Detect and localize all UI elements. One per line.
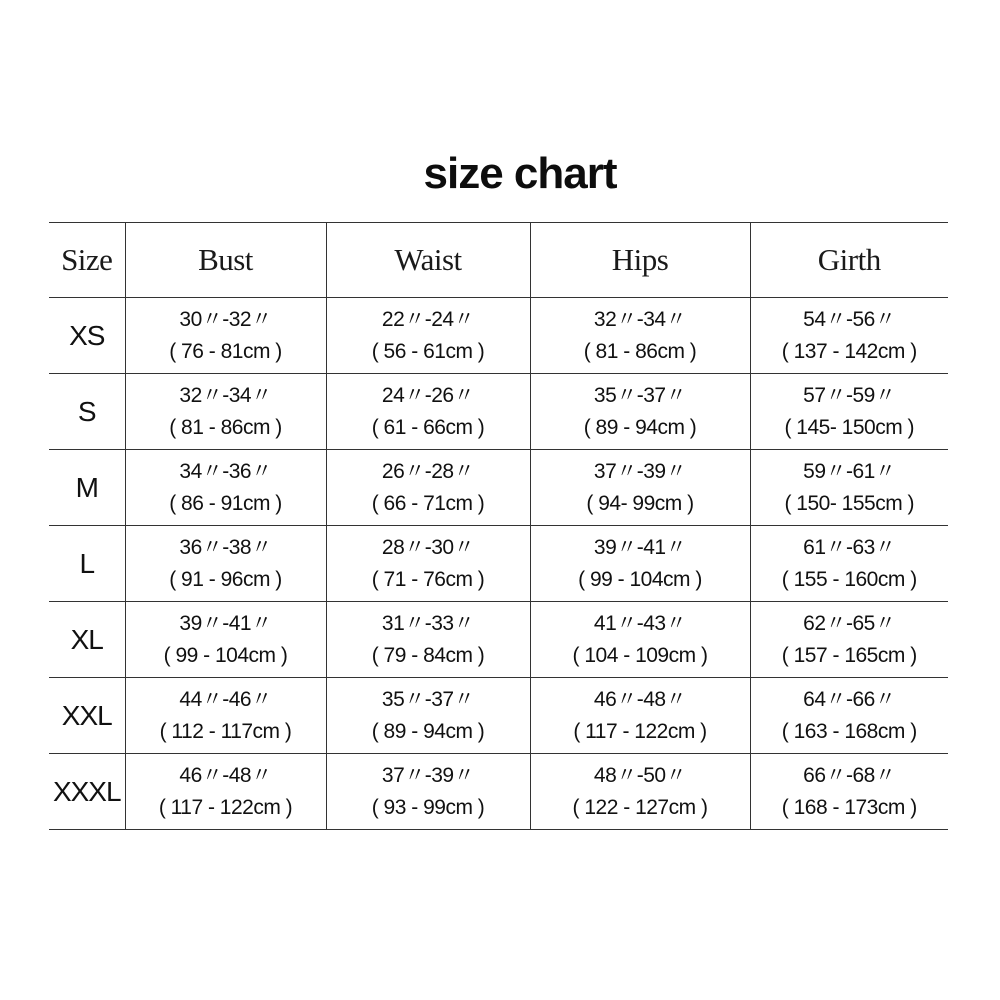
bust-cell [125,526,326,602]
measurement [751,534,949,594]
hips-cell [530,678,750,754]
hips-inches: 39〃-41〃 [593,535,687,559]
header-waist: Waist [326,223,530,298]
measurement [126,306,326,366]
bust-centimeters: ( 86 - 91cm ) [169,491,282,515]
girth-inches: 59〃-61〃 [803,459,896,483]
girth-inches: 66〃-68〃 [803,763,896,787]
size-label: XL [49,602,125,678]
bust-centimeters: ( 91 - 96cm ) [169,567,282,591]
girth-cell [750,374,948,450]
bust-inches: 39〃-41〃 [179,611,272,635]
hips-centimeters: ( 122 - 127cm ) [572,795,708,819]
hips-cell [530,298,750,374]
measurement [751,762,949,822]
hips-centimeters: ( 117 - 122cm ) [573,719,707,743]
girth-centimeters: ( 157 - 165cm ) [781,643,917,667]
measurement [126,382,326,442]
girth-cell [750,298,948,374]
bust-centimeters: ( 81 - 86cm ) [169,415,282,439]
waist-centimeters: ( 79 - 84cm ) [371,643,485,667]
girth-centimeters: ( 145- 150cm ) [784,415,915,439]
bust-centimeters: ( 99 - 104cm ) [163,643,288,667]
page-title: size chart [423,149,617,198]
waist-centimeters: ( 61 - 66cm ) [371,415,485,439]
hips-cell [530,374,750,450]
header-hips: Hips [530,223,750,298]
waist-inches: 37〃-39〃 [381,763,475,787]
girth-centimeters: ( 150- 155cm ) [784,491,915,515]
waist-centimeters: ( 89 - 94cm ) [371,719,485,743]
size-label: XS [49,298,125,374]
measurement [531,382,750,442]
hips-cell [530,754,750,830]
measurement [126,610,326,670]
hips-centimeters: ( 89 - 94cm ) [583,415,697,439]
measurement [751,306,949,366]
bust-centimeters: ( 76 - 81cm ) [169,339,282,363]
girth-inches: 54〃-56〃 [803,307,896,331]
bust-centimeters: ( 112 - 117cm ) [159,719,292,743]
table-row [49,450,948,526]
bust-inches: 32〃-34〃 [179,383,272,407]
girth-cell [750,678,948,754]
table-row [49,754,948,830]
table-row [49,298,948,374]
measurement [327,382,530,442]
header-girth: Girth [750,223,948,298]
bust-inches: 30〃-32〃 [179,307,272,331]
bust-inches: 36〃-38〃 [179,535,272,559]
measurement [327,762,530,822]
measurement [531,458,750,518]
measurement [126,762,326,822]
hips-centimeters: ( 99 - 104cm ) [578,567,702,591]
measurement [751,458,949,518]
waist-inches: 31〃-33〃 [381,611,475,635]
bust-inches: 44〃-46〃 [179,687,272,711]
header-size: Size [49,223,125,298]
waist-cell [326,678,530,754]
girth-centimeters: ( 137 - 142cm ) [781,339,917,363]
measurement [126,686,326,746]
bust-cell [125,298,326,374]
waist-inches: 28〃-30〃 [381,535,475,559]
size-label: M [49,450,125,526]
size-label: XXXL [49,754,125,830]
waist-cell [326,298,530,374]
hips-centimeters: ( 81 - 86cm ) [583,339,697,363]
hips-inches: 37〃-39〃 [593,459,687,483]
measurement [327,306,530,366]
bust-cell [125,602,326,678]
table-row [49,678,948,754]
waist-cell [326,754,530,830]
measurement [327,458,530,518]
girth-centimeters: ( 155 - 160cm ) [781,567,917,591]
girth-inches: 61〃-63〃 [803,535,896,559]
bust-centimeters: ( 117 - 122cm ) [158,795,293,819]
measurement [751,686,949,746]
measurement [327,610,530,670]
hips-centimeters: ( 104 - 109cm ) [572,643,708,667]
girth-cell [750,526,948,602]
hips-inches: 48〃-50〃 [593,763,687,787]
waist-cell [326,450,530,526]
size-label: S [49,374,125,450]
measurement [327,686,530,746]
hips-inches: 41〃-43〃 [593,611,687,635]
waist-inches: 22〃-24〃 [381,307,475,331]
measurement [531,534,750,594]
bust-inches: 46〃-48〃 [179,763,272,787]
hips-inches: 46〃-48〃 [593,687,687,711]
bust-inches: 34〃-36〃 [179,459,272,483]
waist-centimeters: ( 71 - 76cm ) [371,567,485,591]
bust-cell [125,678,326,754]
hips-cell [530,450,750,526]
bust-cell [125,754,326,830]
girth-inches: 62〃-65〃 [803,611,896,635]
measurement [531,306,750,366]
measurement [751,382,949,442]
waist-inches: 24〃-26〃 [381,383,475,407]
table-row [49,374,948,450]
measurement [751,610,949,670]
header-bust: Bust [125,223,326,298]
measurement [327,534,530,594]
hips-inches: 35〃-37〃 [593,383,687,407]
hips-cell [530,602,750,678]
girth-inches: 64〃-66〃 [803,687,896,711]
bust-cell [125,450,326,526]
size-label: L [49,526,125,602]
waist-inches: 35〃-37〃 [381,687,475,711]
girth-inches: 57〃-59〃 [803,383,896,407]
measurement [126,458,326,518]
hips-centimeters: ( 94- 99cm ) [586,491,694,515]
measurement [531,686,750,746]
hips-inches: 32〃-34〃 [593,307,687,331]
girth-cell [750,602,948,678]
girth-cell [750,754,948,830]
header-row [49,223,948,298]
measurement [126,534,326,594]
waist-cell [326,602,530,678]
girth-centimeters: ( 168 - 173cm ) [781,795,917,819]
size-chart-table [49,222,948,830]
measurement [531,610,750,670]
waist-centimeters: ( 56 - 61cm ) [371,339,485,363]
size-label: XXL [49,678,125,754]
waist-inches: 26〃-28〃 [381,459,475,483]
measurement [531,762,750,822]
table-row [49,602,948,678]
waist-cell [326,374,530,450]
girth-cell [750,450,948,526]
bust-cell [125,374,326,450]
waist-centimeters: ( 66 - 71cm ) [371,491,485,515]
girth-centimeters: ( 163 - 168cm ) [781,719,917,743]
waist-cell [326,526,530,602]
waist-centimeters: ( 93 - 99cm ) [371,795,485,819]
hips-cell [530,526,750,602]
table-row [49,526,948,602]
